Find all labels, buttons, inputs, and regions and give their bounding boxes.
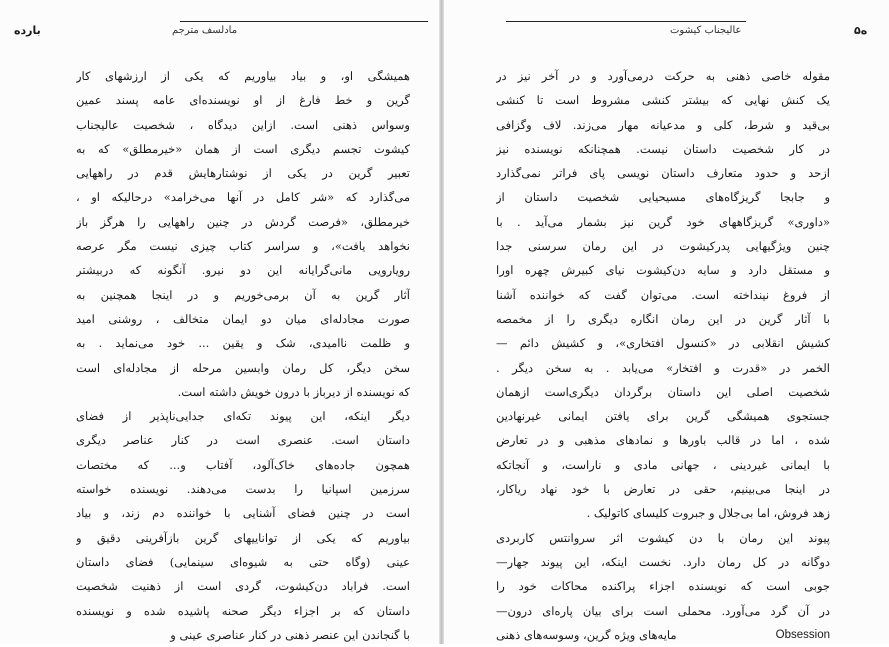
text-line: سخن دیگر، کل رمان وابسین مرحله از مجادله‌ای است: [76, 360, 410, 375]
text-line: عینی (وگاه حتی به شیوه‌ای سینمایی) فضای داستان: [76, 554, 410, 569]
right-header-rule: [506, 21, 746, 22]
text-line: «داوری» گریزگاههای خود گرین نیز بشمار می‌آید . با: [496, 214, 830, 229]
text-line: و جابجا گریزگاه‌های مسیحیایی شخصیت داستان از: [496, 190, 830, 205]
left-page-number: بارده: [14, 24, 41, 37]
text-line: آثار گرین به آن برمی‌خوریم و در اینجا همچنین به: [76, 287, 410, 302]
left-body-text: [76, 64, 410, 647]
text-line: است در چنین فضای آشنایی با خواننده دم زند، و بیاد: [76, 506, 410, 521]
text-line: زهد فروش، اما بی‌جلال و جبروت کلیسای کاتولیک .: [586, 506, 830, 521]
right-page-number: ۵ه: [854, 24, 868, 37]
text-line: شده ، اما در قالب باورها و نمادهای مذهبی و در تعارض: [496, 433, 830, 448]
text-line: الخمر در «قدرت و افتخار» می‌یابد . به سخن دیگر .: [496, 360, 830, 375]
text-line: ازحد و حدود متعارف داستان نویسی پای فراتر نمی‌گذارد: [496, 166, 830, 181]
text-line: است. فراباد دن‌کیشوت، گردی است از ذهنیت شخصیت: [76, 579, 410, 594]
right-running-title: عالیجناب کیشوت: [670, 25, 742, 36]
text-line: چنین ویژگیهایی پدرکیشوت در این رمان سرسنی جدا: [496, 239, 830, 254]
text-line: در آن گرد می‌آورد. محملی است برای بیان پاره‌ای درون—: [496, 603, 830, 618]
text-line: کیشوت تجسم دیگری است از همان «خیرمطلق» که به: [76, 141, 410, 156]
text-line: [496, 623, 830, 647]
text-line: تعبیر گرین در یکی از نوشتارهایش قدم در راههایی: [76, 166, 410, 181]
text-line: پیوند این رمان با دن کیشوت اثر سروانتس کاربردی: [496, 530, 830, 545]
text-line: بیاوریم که یکی از تواناییهای گرین بازآفرینی دقیق و: [76, 530, 410, 545]
text-line: گرین و خط فارغ از او نویسنده‌ای عامه پسند عمین: [76, 93, 410, 108]
text-line: صورت مجادله‌ای میان دو ایمان متخالف ، روشنی امید: [76, 311, 410, 326]
text-line: شخصیت اصلی این داستان برگردان دیگری‌است ازهمان: [496, 384, 830, 399]
left-page: [0, 0, 440, 644]
text-line: وسواس ذهنی است. ازاین دیدگاه ، شخصیت عالیجناب: [76, 117, 410, 132]
final-line-persian: مایه‌های ویژه گرین، وسوسه‌های ذهنی: [496, 627, 677, 642]
text-line: در اینجا می‌بینیم، حقی در تعارض با خود نهاد ریاکار،: [496, 482, 830, 497]
left-running-title: مادلسف مترجم: [172, 25, 238, 36]
left-header-rule: [180, 21, 428, 22]
text-line: در کار شخصیت داستان نیست. همچنانکه نویسنده نیز: [496, 141, 830, 156]
text-line: یک کنش نهایی که بیشتر کنشی مشروط است تا کنشی: [496, 93, 830, 108]
text-line: با ایمانی غیردینی ، جهانی مادی و ناراست، و آنجاتکه: [496, 457, 830, 472]
final-line-latin-term: Obsession: [775, 628, 830, 641]
text-line: با گنجاندن این عنصر ذهنی در کنار عناصری عینی و: [170, 627, 410, 642]
text-line: داستان است. عنصری است در کنار عناصر دیگری: [76, 433, 410, 448]
text-line: خیرمطلق، «فرصت گردش در چنین راههایی را هرگز باز: [76, 214, 410, 229]
text-line: همیشگی او، و بیاد بیاوریم که یکی از ارزشهای کار: [76, 69, 410, 83]
text-line: بی‌قید و شرط، کلی و مدعیانه مهار می‌زند. لاف وگزافی: [496, 117, 830, 132]
text-line: مقوله خاصی ذهنی به حرکت درمی‌آورد و در آخر نیز در: [496, 69, 830, 83]
text-line: کشیش انقلابی در «کنسول افتخاری»، و کشیش دائم —: [496, 336, 830, 351]
text-line: و ظلمت ناامیدی، شک و یقین ... خود می‌نماید . به: [76, 336, 410, 351]
text-line: دیگر اینکه، این پیوند تکه‌ای جدایی‌ناپذیر از فضای: [76, 409, 410, 424]
text-line: نخواهد یافت»، و سراسر کتاب چیزی نیست مگر عرصه: [76, 239, 410, 254]
text-line: که نویسنده از دیرباز با درون خویش داشته است.: [177, 384, 410, 399]
text-line: دوگانه در کل رمان دارد. نخست اینکه، این پیوند جهار—: [496, 554, 830, 569]
text-line: با آثار گرین در این رمان انگاره دیگری را از مخمصه: [496, 311, 830, 326]
right-body-text: [496, 64, 830, 647]
text-line: همچون جاده‌های خاک‌آلود، آفتاب و... که مختصات: [76, 457, 410, 472]
text-line: سرزمین اسپانیا را بدست می‌دهند. نویسنده خواسته: [76, 482, 410, 497]
text-line: جستجوی همیشگی گرین برای یافتن ایمانی غیرنهادین: [496, 409, 830, 424]
text-line: جوبی است که نویسنده اجزاء پراکنده محاکات خود را: [496, 579, 830, 594]
text-line: و مستقل دارد و سایه دن‌کیشوت نیای کبیرش چهره اورا: [496, 263, 830, 278]
right-page: [444, 0, 889, 644]
text-line: رویارویی مانی‌گرایانه این دو نیرو. آنگونه که دربیشتر: [76, 263, 410, 278]
text-line: از فروغ نینداخته است. می‌توان گفت که خواننده آشنا: [496, 287, 830, 302]
text-line: می‌گذارد که «شر کامل در آنها می‌خرامد» درحالیکه او ،: [76, 190, 410, 205]
text-line: داستان که بر اجزاء دیگر صحنه پاشیده شده و نویسنده: [76, 603, 410, 618]
